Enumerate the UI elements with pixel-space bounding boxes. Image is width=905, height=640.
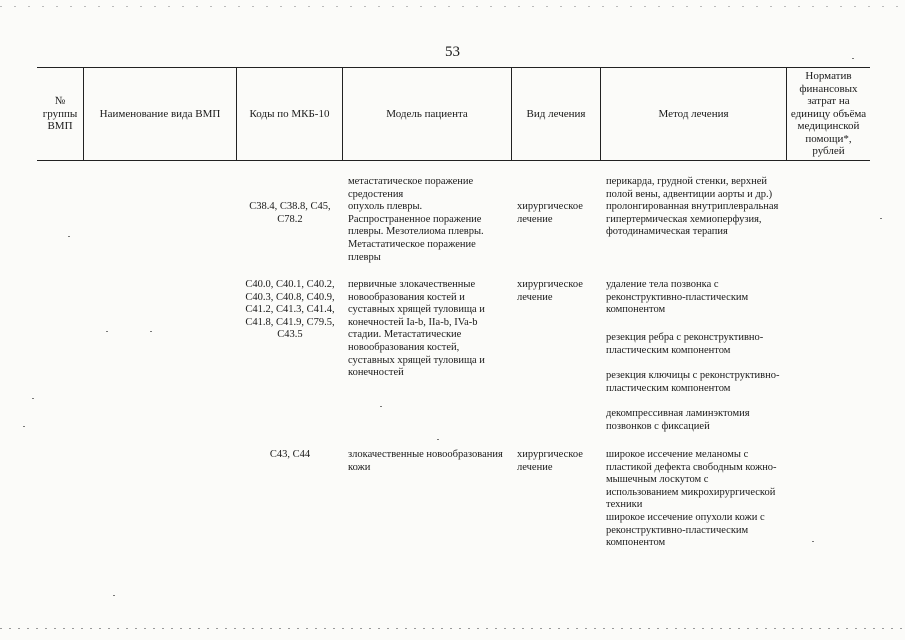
row-treatment-method: удаление тела позвонка с реконструктивно-пластическим компонентом [606, 279, 749, 316]
scan-speck [150, 331, 152, 332]
header-vmp-name: Наименование вида ВМП [99, 107, 221, 120]
scan-edge-top [0, 6, 905, 7]
row-treatment-method: перикарда, грудной стенки, верхней полой вены, адвентиции аорты и др.) пролонгированная внутриплевральная гипертермическая хемиоперфузия, фотодинамическая терапия [606, 176, 779, 238]
scan-speck [113, 595, 115, 596]
scan-speck [852, 58, 854, 59]
page-number: 53 [445, 44, 460, 60]
header-cost-norm: Норматив финансовых затрат на единицу объёма медицинской помощи*, рублей [790, 70, 867, 158]
header-treatment-method: Метод лечения [658, 107, 729, 120]
row-treatment-type: хирургическое лечение [517, 279, 583, 303]
header-icd-codes: Коды по МКБ-10 [249, 107, 330, 120]
row-treatment-method: резекция ключицы с реконструктивно- пластическим компонентом [606, 370, 780, 394]
header-patient-model: Модель пациента [386, 107, 468, 120]
row-treatment-method: декомпрессивная ламинэктомия позвонков с фиксацией [606, 408, 750, 432]
scan-speck [106, 331, 108, 332]
scan-edge-bottom [0, 628, 905, 629]
row-icd-codes: С38.4, С38.8, С45, С78.2 [249, 201, 331, 225]
scan-speck [880, 218, 882, 219]
row-treatment-method: резекция ребра с реконструктивно- пластическим компонентом [606, 332, 764, 356]
header-treatment-type: Вид лечения [526, 107, 586, 120]
row-treatment-type: хирургическое лечение [517, 201, 583, 225]
scan-speck [812, 541, 814, 542]
header-group-number: № группы ВМП [42, 95, 78, 133]
scan-speck [437, 439, 439, 440]
row-treatment-method: широкое иссечение меланомы с пластикой дефекта свободным кожно- мышечным лоскутом с использованием микрохирургической техники широкое иссечение опухоли кожи с реконструктивно-пластическим компонентом [606, 449, 777, 549]
row-treatment-type: хирургическое лечение [517, 449, 583, 473]
scan-speck [23, 426, 25, 427]
scan-speck [32, 398, 34, 399]
row-patient-model: злокачественные новообразования кожи [348, 449, 503, 473]
scan-speck [380, 406, 382, 407]
row-patient-model: первичные злокачественные новообразования костей и суставных хрящей туловища и конечностей Ia-b, IIa-b, IVa-b стадии. Метастатические новообразования костей, суставных хрящей туловища и конечностей [348, 279, 485, 379]
row-patient-model: метастатическое поражение средостения опухоль плевры. Распространенное поражение плевры. Мезотелиома плевры. Метастатическое поражение плевры [348, 176, 484, 263]
row-icd-codes: С40.0, С40.1, С40.2, С40.3, С40.8, С40.9, С41.2, С41.3, С41.4, С41.8, С41.9, С79.5, С43.5 [245, 279, 335, 341]
scan-speck [68, 236, 70, 237]
row-icd-codes: С43, С44 [269, 449, 311, 460]
